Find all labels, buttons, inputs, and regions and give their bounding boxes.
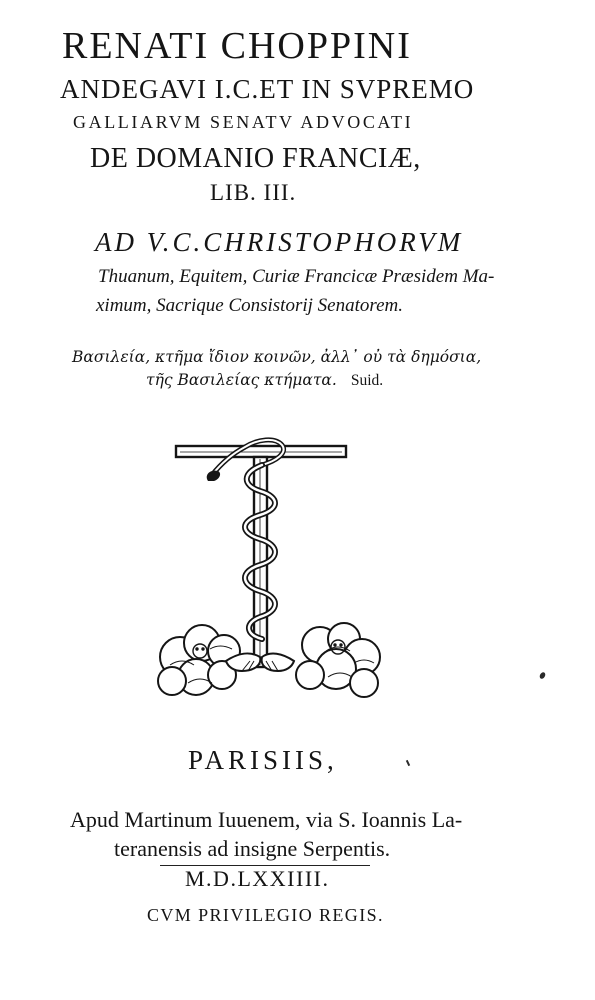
greek-epigraph-line-1: Βασιλεία, κτῆμα ἴδιον κοινῶν, ἀλλ᾽ οὐ τὰ δημόσια,	[72, 348, 482, 366]
dedication-heading: AD V.C.CHRISTOPHORVM	[95, 227, 464, 257]
greek-epigraph-text: τῆς Βασιλείας κτήματα.	[146, 371, 337, 389]
imprint-year: M.D.LXXIIII.	[185, 866, 330, 891]
imprint-printer-line-2: teranensis ad insigne Serpentis.	[114, 836, 391, 861]
serpent-head	[207, 471, 220, 481]
dedication-line-2: ximum, Sacrique Consistorij Senatorem.	[96, 295, 403, 316]
ink-speck	[539, 671, 547, 680]
dedication-line-1: Thuanum, Equitem, Curiæ Francicæ Præsidem Ma-	[98, 266, 495, 287]
epigraph-source: Suid.	[350, 372, 384, 389]
author-office: GALLIARVM SENATV ADVOCATI	[73, 112, 414, 132]
tau-crossbar	[176, 446, 346, 457]
royal-privilege: CVM PRIVILEGIO REGIS.	[147, 905, 384, 925]
ink-speck	[406, 760, 410, 766]
work-title: DE DOMANIO FRANCIÆ,	[90, 143, 421, 174]
book-count: LIB. III.	[210, 180, 297, 205]
serpent	[212, 440, 284, 639]
imprint-printer-line-1: Apud Martinum Iuuenem, via S. Ioannis La-	[70, 807, 463, 832]
clasped-hands	[226, 654, 294, 671]
serpent-on-tau-cross-emblem	[150, 425, 390, 715]
author-origin: ANDEGAVI I.C.ET IN SVPREMO	[60, 74, 475, 104]
imprint-city: PARISIIS,	[188, 745, 338, 775]
author-name: RENATI CHOPPINI	[62, 25, 412, 67]
greek-epigraph-line-2	[146, 371, 383, 390]
